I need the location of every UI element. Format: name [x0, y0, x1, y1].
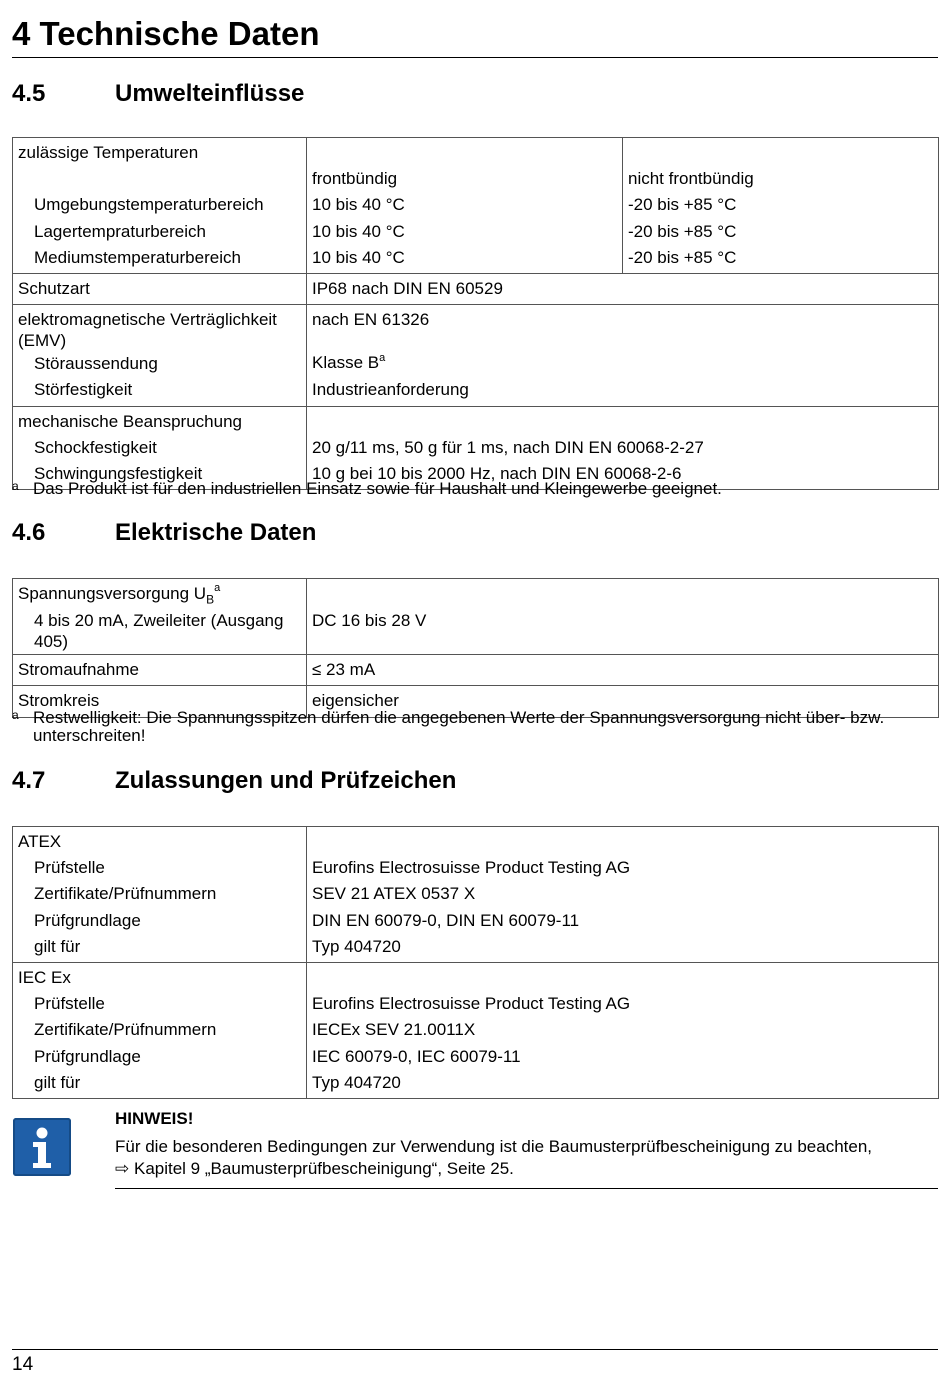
medium-temp-label: Mediumstemperaturbereich — [34, 247, 241, 267]
iecex-applies-label: gilt für — [34, 1072, 81, 1092]
protection-value: IP68 nach DIN EN 60529 — [307, 274, 939, 305]
environment-table — [12, 137, 939, 490]
iecex-test-body-label: Prüfstelle — [34, 994, 105, 1014]
section-heading-4-7 — [12, 766, 456, 796]
footnote-mark: a — [12, 708, 19, 722]
temperature-label-cell — [13, 138, 307, 274]
atex-value-cell — [307, 827, 939, 963]
iecex-header: IEC Ex — [18, 968, 71, 988]
footer-rule — [12, 1349, 938, 1350]
ambient-temp-flush: 10 bis 40 °C — [312, 195, 405, 215]
iecex-value-cell — [307, 963, 939, 1099]
atex-label-cell — [13, 827, 307, 963]
electrical-table — [12, 578, 939, 718]
page-number: 14 — [12, 1354, 34, 1375]
supply-label: Spannungsversorgung U — [18, 584, 207, 603]
current-value: ≤ 23 mA — [307, 655, 939, 686]
emc-value-cell — [307, 305, 939, 406]
atex-basis-label: Prüfgrundlage — [34, 910, 141, 930]
arrow-right-icon: ⇨ — [115, 1159, 130, 1178]
flush-column-cell — [307, 138, 623, 274]
current-label: Stromaufnahme — [13, 655, 307, 686]
emc-label: elektromagnetische Verträglichkeit (EMV) — [18, 310, 277, 351]
section-number: 4.6 — [12, 519, 46, 546]
atex-header: ATEX — [18, 832, 62, 851]
hint-text: Für die besonderen Bedingungen zur Verwendung ist die Baumusterprüfbescheinigung zu beachten, — [115, 1137, 873, 1156]
section-heading-4-6 — [12, 518, 316, 548]
iecex-label-cell — [13, 963, 307, 1099]
section-title: Elektrische Daten — [115, 519, 317, 546]
atex-certificate-value: SEV 21 ATEX 0537 X — [312, 884, 476, 904]
section-number: 4.5 — [12, 80, 46, 107]
mechanical-value-cell — [307, 406, 939, 490]
mechanical-label-cell — [13, 406, 307, 490]
two-wire-value: DC 16 bis 28 V — [312, 611, 427, 631]
iecex-test-body-value: Eurofins Electrosuisse Product Testing AG — [312, 994, 631, 1014]
storage-temp-label: Lagertempraturbereich — [34, 221, 206, 241]
temperature-header: zulässige Temperaturen — [18, 143, 199, 162]
section-title: Umwelteinflüsse — [115, 80, 305, 107]
storage-temp-non-flush: -20 bis +85 °C — [628, 221, 737, 241]
shock-value: 20 g/11 ms, 50 g für 1 ms, nach DIN EN 60068-2-27 — [312, 437, 704, 457]
circuit-label: Stromkreis — [13, 686, 307, 717]
footnote-mark: a — [12, 479, 19, 493]
info-icon — [13, 1118, 71, 1176]
iecex-applies-value: Typ 404720 — [312, 1072, 401, 1092]
iecex-certificate-label: Zertifikate/Prüfnummern — [34, 1020, 217, 1040]
vibration-label: Schwingungsfestigkeit — [34, 464, 203, 484]
medium-temp-flush: 10 bis 40 °C — [312, 247, 405, 267]
atex-certificate-label: Zertifikate/Prüfnummern — [34, 884, 217, 904]
circuit-value: eigensicher — [307, 686, 939, 717]
atex-test-body-label: Prüfstelle — [34, 858, 105, 878]
hint-chapter-link[interactable]: Kapitel 9 „Baumusterprüfbescheinigung“, Seite 25. — [133, 1159, 514, 1178]
ambient-temp-non-flush: -20 bis +85 °C — [628, 195, 737, 215]
flush-header: frontbündig — [312, 169, 398, 189]
supply-label-cell — [13, 579, 307, 655]
protection-label: Schutzart — [13, 274, 307, 305]
medium-temp-non-flush: -20 bis +85 °C — [628, 247, 737, 267]
emc-label-cell — [13, 305, 307, 406]
non-flush-header: nicht frontbündig — [628, 169, 754, 189]
atex-test-body-value: Eurofins Electrosuisse Product Testing AG — [312, 858, 631, 878]
iecex-basis-value: IEC 60079-0, IEC 60079-11 — [312, 1046, 521, 1066]
approvals-table — [12, 826, 939, 1099]
footnote-4-6 — [12, 709, 942, 745]
chapter-title: 4 Technische Daten — [12, 14, 938, 58]
footnote-4-5 — [12, 480, 942, 498]
atex-applies-value: Typ 404720 — [312, 936, 401, 956]
emission-value: Klasse B — [312, 353, 380, 373]
section-heading-4-5 — [12, 79, 304, 109]
footnote-text: Das Produkt ist für den industriellen Einsatz sowie für Haushalt und Kleingewerbe geeignet. — [33, 479, 722, 498]
hint-box — [115, 1108, 938, 1189]
footnote-text: Restwelligkeit: Die Spannungsspitzen dürfen die angegebenen Werte der Spannungsversorgung nicht über- bzw. unterschreiten! — [33, 708, 885, 745]
immunity-label: Störfestigkeit — [34, 380, 133, 400]
ambient-temp-label: Umgebungstemperaturbereich — [34, 195, 264, 215]
emission-label: Störaussendung — [34, 354, 158, 374]
two-wire-label: 4 bis 20 mA, Zweileiter (Ausgang 405) — [34, 611, 284, 652]
emc-value: nach EN 61326 — [312, 310, 430, 330]
atex-basis-value: DIN EN 60079-0, DIN EN 60079-11 — [312, 910, 580, 930]
section-title: Zulassungen und Prüfzeichen — [115, 767, 457, 794]
iecex-certificate-value: IECEx SEV 21.0011X — [312, 1020, 476, 1040]
shock-label: Schockfestigkeit — [34, 437, 157, 457]
footnote-ref: a — [379, 351, 386, 364]
hint-title: HINWEIS! — [115, 1109, 194, 1128]
section-number: 4.7 — [12, 767, 46, 794]
vibration-value: 10 g bei 10 bis 2000 Hz, nach DIN EN 60068-2-6 — [312, 464, 682, 484]
supply-subscript: B — [206, 592, 215, 607]
non-flush-column-cell — [623, 138, 939, 274]
immunity-value: Industrieanforderung — [312, 379, 469, 399]
storage-temp-flush: 10 bis 40 °C — [312, 221, 405, 241]
atex-applies-label: gilt für — [34, 936, 81, 956]
supply-value-cell — [307, 579, 939, 655]
hint-text-block — [115, 1136, 938, 1180]
footnote-ref: a — [214, 582, 221, 595]
iecex-basis-label: Prüfgrundlage — [34, 1046, 141, 1066]
info-icon-glyph — [13, 1118, 71, 1176]
mechanical-label: mechanische Beanspruchung — [18, 411, 242, 431]
